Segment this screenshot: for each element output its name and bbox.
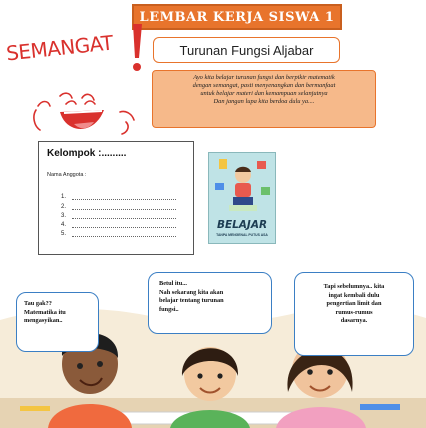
exclamation-icon [128, 22, 146, 74]
speech-bubble-right [294, 272, 414, 356]
group-title: Kelompok :......... [47, 148, 127, 159]
topic-title: Turunan Fungsi Aljabar [179, 42, 314, 58]
member-number: 5. [61, 231, 67, 238]
book-title: BELAJAR [216, 219, 268, 231]
member-row[interactable] [61, 228, 176, 237]
bubble-line: Tau gak?? [24, 300, 52, 307]
laughing-face-icon [30, 92, 150, 142]
intro-note [152, 70, 376, 128]
student-illustration [209, 153, 276, 217]
member-row[interactable] [61, 219, 176, 228]
book-subtitle: TANPA MENGENAL PUTUS ASA [216, 233, 268, 237]
book-cover [208, 152, 276, 244]
speech-bubble-middle [148, 272, 272, 334]
bubble-line: ingat kembali dulu [328, 291, 380, 299]
worksheet-banner [132, 4, 342, 30]
topic-title-box [153, 37, 340, 63]
bubble-line: Betul itu... [159, 280, 187, 287]
intro-line: Ayo kita belajar turunan fungsi dan berpikir matematik [193, 74, 335, 81]
intro-line: Dan jangan lupa kita berdoa dulu ya.... [213, 98, 315, 105]
member-list [61, 191, 176, 237]
member-row[interactable] [61, 210, 176, 219]
members-label: Nama Anggota : [47, 172, 87, 178]
bubble-line: Matematika itu [24, 308, 66, 316]
member-name-blank[interactable] [72, 230, 176, 237]
member-number: 2. [61, 203, 67, 210]
banner-title: LEMBAR KERJA SISWA 1 [139, 9, 335, 25]
bubble-line: Tapi sebelumnya.. kita [323, 283, 385, 290]
member-name-blank[interactable] [72, 221, 176, 228]
speech-bubble-left [16, 292, 99, 352]
semangat-text: SEMANGAT [5, 30, 115, 66]
member-name-blank[interactable] [72, 212, 176, 219]
member-number: 3. [61, 212, 67, 219]
member-number: 1. [61, 194, 67, 201]
bubble-line: Nah sekarang kita akan [159, 288, 224, 296]
member-row[interactable] [61, 200, 176, 209]
bubble-line: belajar tentang turunan [159, 297, 224, 304]
member-name-blank[interactable] [72, 203, 176, 210]
intro-line: untuk belajar materi dan kemampuan selanjutnya [200, 90, 328, 97]
intro-line: dengan semangat, pasti menyenangkan dan bermanfaat [192, 82, 336, 89]
member-number: 4. [61, 222, 67, 229]
bubble-line: fungsi.. [159, 305, 179, 313]
member-name-blank[interactable] [72, 193, 176, 200]
bubble-line: dasarnya. [340, 317, 368, 324]
bubble-line: mengasyikan.. [24, 317, 63, 324]
group-card [38, 141, 194, 255]
bubble-line: rumus-rumus [335, 308, 373, 316]
member-row[interactable] [61, 191, 176, 200]
bubble-line: pengertian limit dan [326, 300, 382, 307]
